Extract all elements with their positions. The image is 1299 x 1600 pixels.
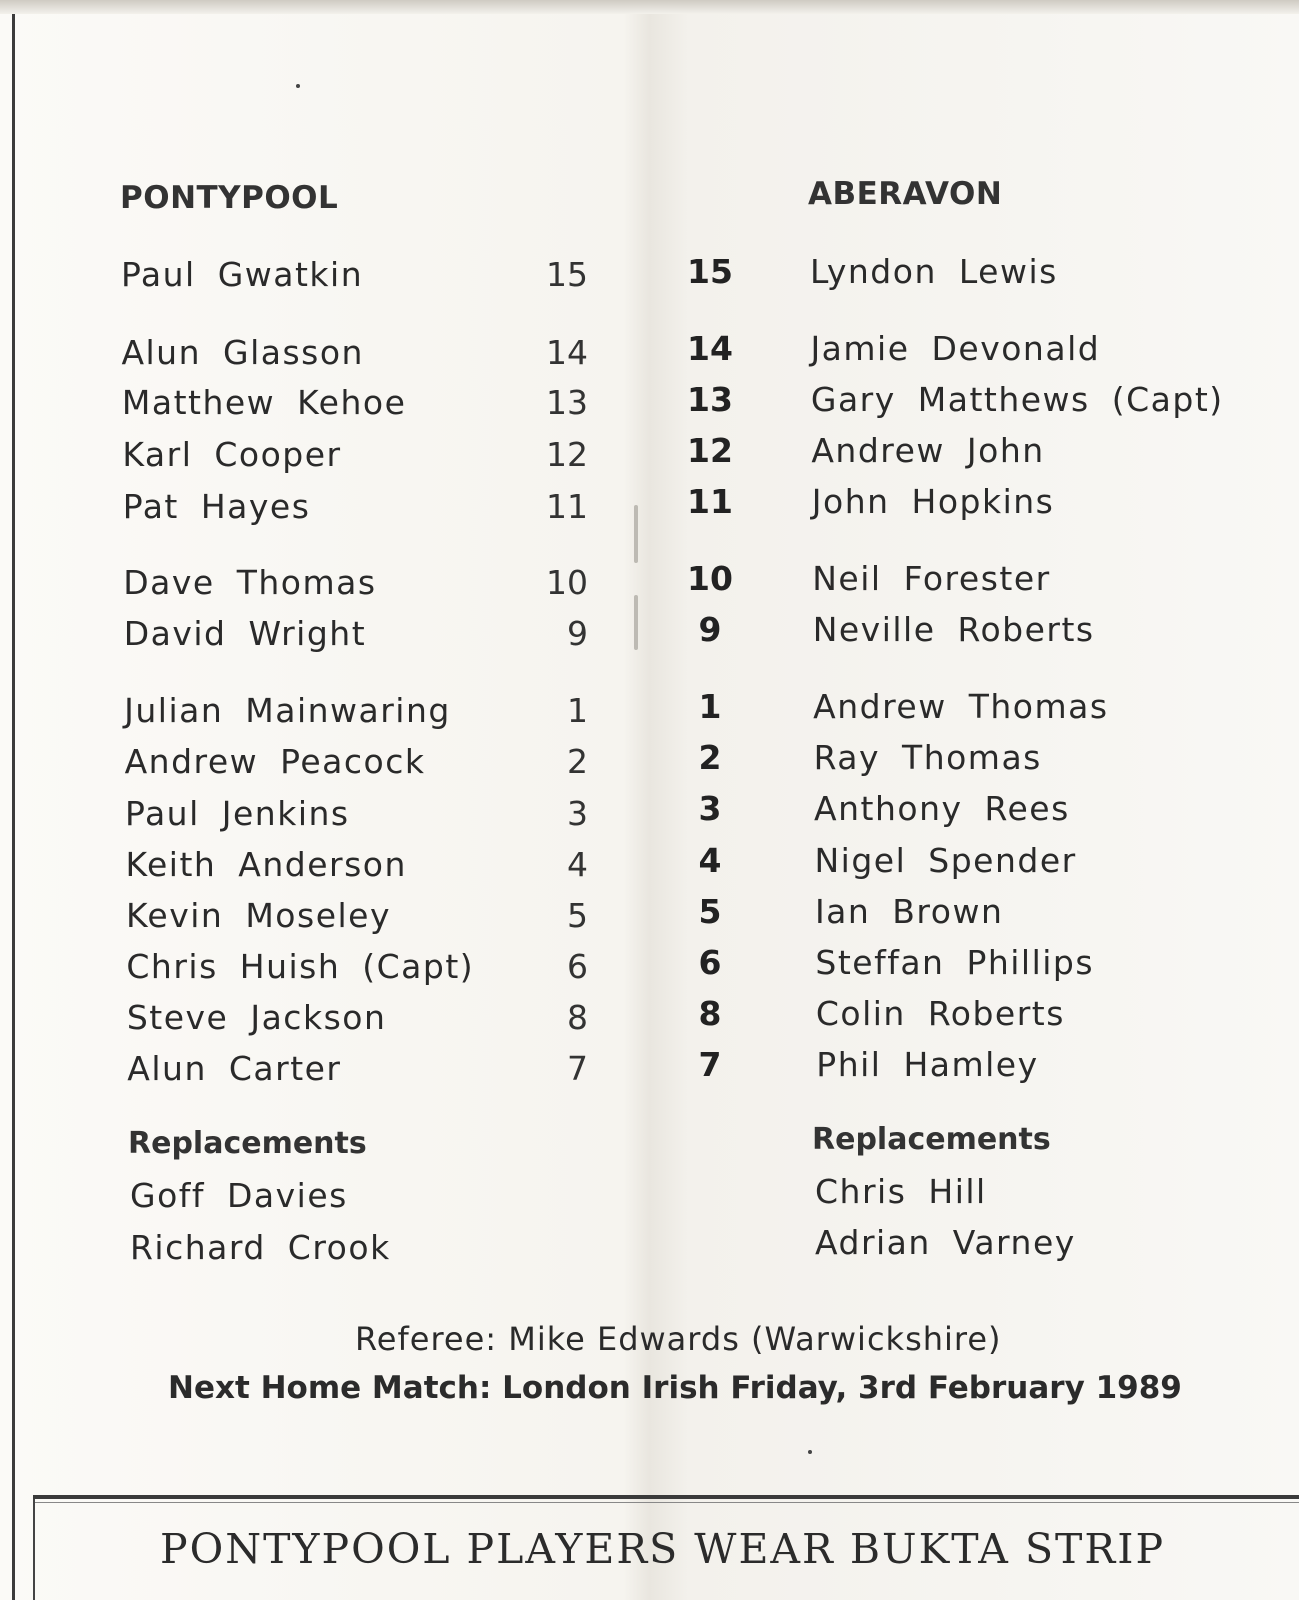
away-player-number: 10: [687, 559, 733, 598]
home-player-number: 9: [567, 614, 588, 653]
home-player-number: 14: [546, 333, 588, 372]
top-edge: [0, 0, 1299, 14]
home-player-number: 3: [567, 794, 588, 833]
home-player-name: Alun Glasson: [121, 333, 364, 372]
away-player-number: 14: [687, 329, 733, 368]
away-player-number: 8: [698, 994, 722, 1033]
left-border: [12, 14, 15, 1600]
home-player-number: 11: [546, 487, 588, 526]
home-player-name: Paul Gwatkin: [121, 255, 364, 294]
home-replacements-heading: Replacements: [128, 1126, 367, 1161]
home-player-name: Paul Jenkins: [125, 794, 350, 833]
ink-dot: [296, 84, 300, 88]
away-player-name: Phil Hamley: [816, 1045, 1039, 1084]
ink-dot: [808, 1450, 812, 1454]
away-replacement: Chris Hill: [815, 1172, 987, 1211]
footer-slogan: PONTYPOOL PLAYERS WEAR BUKTA STRIP: [160, 1525, 1166, 1573]
away-player-name: Andrew John: [811, 431, 1045, 470]
away-player-name: Gary Matthews (Capt): [810, 380, 1224, 419]
away-player-name: Neil Forester: [812, 559, 1051, 598]
away-player-number: 12: [687, 431, 733, 470]
home-player-number: 7: [567, 1049, 588, 1088]
home-player-number: 6: [567, 947, 588, 986]
home-player-name: Steve Jackson: [126, 998, 387, 1037]
home-player-name: Karl Cooper: [122, 435, 342, 474]
away-player-number: 13: [687, 380, 733, 419]
home-player-name: Keith Anderson: [125, 845, 407, 884]
away-player-name: John Hopkins: [811, 482, 1055, 521]
away-player-name: Neville Roberts: [812, 610, 1095, 649]
home-replacement: Richard Crook: [130, 1228, 391, 1267]
home-replacement: Goff Davies: [130, 1176, 348, 1215]
away-player-number: 4: [698, 841, 722, 880]
away-player-number: 6: [698, 943, 722, 982]
away-player-number: 15: [687, 252, 733, 291]
home-player-name: Julian Mainwaring: [124, 691, 451, 730]
away-replacements-heading: Replacements: [812, 1122, 1051, 1157]
away-player-number: 7: [698, 1045, 722, 1084]
home-player-name: Dave Thomas: [123, 563, 377, 602]
away-player-number: 1: [698, 687, 722, 726]
footer-rule: [33, 1495, 1299, 1499]
home-player-number: 13: [546, 383, 588, 422]
away-player-name: Anthony Rees: [814, 789, 1070, 828]
away-player-name: Ian Brown: [814, 892, 1004, 931]
away-player-name: Steffan Phillips: [815, 943, 1095, 982]
home-player-number: 8: [567, 998, 588, 1037]
home-player-number: 2: [567, 742, 588, 781]
away-player-name: Andrew Thomas: [813, 687, 1109, 726]
away-player-name: Ray Thomas: [813, 738, 1042, 777]
home-player-name: Andrew Peacock: [124, 742, 426, 781]
home-player-number: 5: [567, 896, 588, 935]
away-player-name: Lyndon Lewis: [810, 252, 1058, 291]
home-player-name: David Wright: [123, 614, 367, 653]
home-player-name: Pat Hayes: [122, 487, 311, 526]
home-player-name: Matthew Kehoe: [121, 383, 407, 422]
home-player-number: 4: [567, 845, 588, 884]
staple-top: [634, 505, 638, 563]
staple-bottom: [634, 595, 638, 650]
next-home-match: Next Home Match: London Irish Friday, 3rd February 1989: [168, 1370, 1182, 1406]
away-replacement: Adrian Varney: [815, 1223, 1076, 1262]
footer-rule-thin: [33, 1502, 1299, 1503]
away-player-name: Colin Roberts: [815, 994, 1065, 1033]
away-player-name: Nigel Spender: [814, 841, 1077, 880]
away-player-number: 2: [698, 738, 722, 777]
away-team-title: ABERAVON: [808, 176, 1003, 212]
referee-line: Referee: Mike Edwards (Warwickshire): [355, 1320, 1002, 1358]
away-player-number: 3: [698, 789, 722, 828]
away-player-number: 11: [687, 482, 733, 521]
away-player-number: 9: [698, 610, 722, 649]
home-player-name: Kevin Moseley: [125, 896, 391, 935]
home-player-number: 10: [546, 563, 588, 602]
home-player-name: Alun Carter: [127, 1049, 342, 1088]
home-player-number: 1: [567, 691, 588, 730]
home-player-number: 12: [546, 435, 588, 474]
home-player-number: 15: [546, 255, 588, 294]
away-player-name: Jamie Devonald: [810, 329, 1101, 368]
home-team-title: PONTYPOOL: [120, 180, 339, 216]
footer-box-left-edge: [33, 1499, 35, 1600]
home-player-name: Chris Huish (Capt): [126, 947, 475, 986]
away-player-number: 5: [698, 892, 722, 931]
